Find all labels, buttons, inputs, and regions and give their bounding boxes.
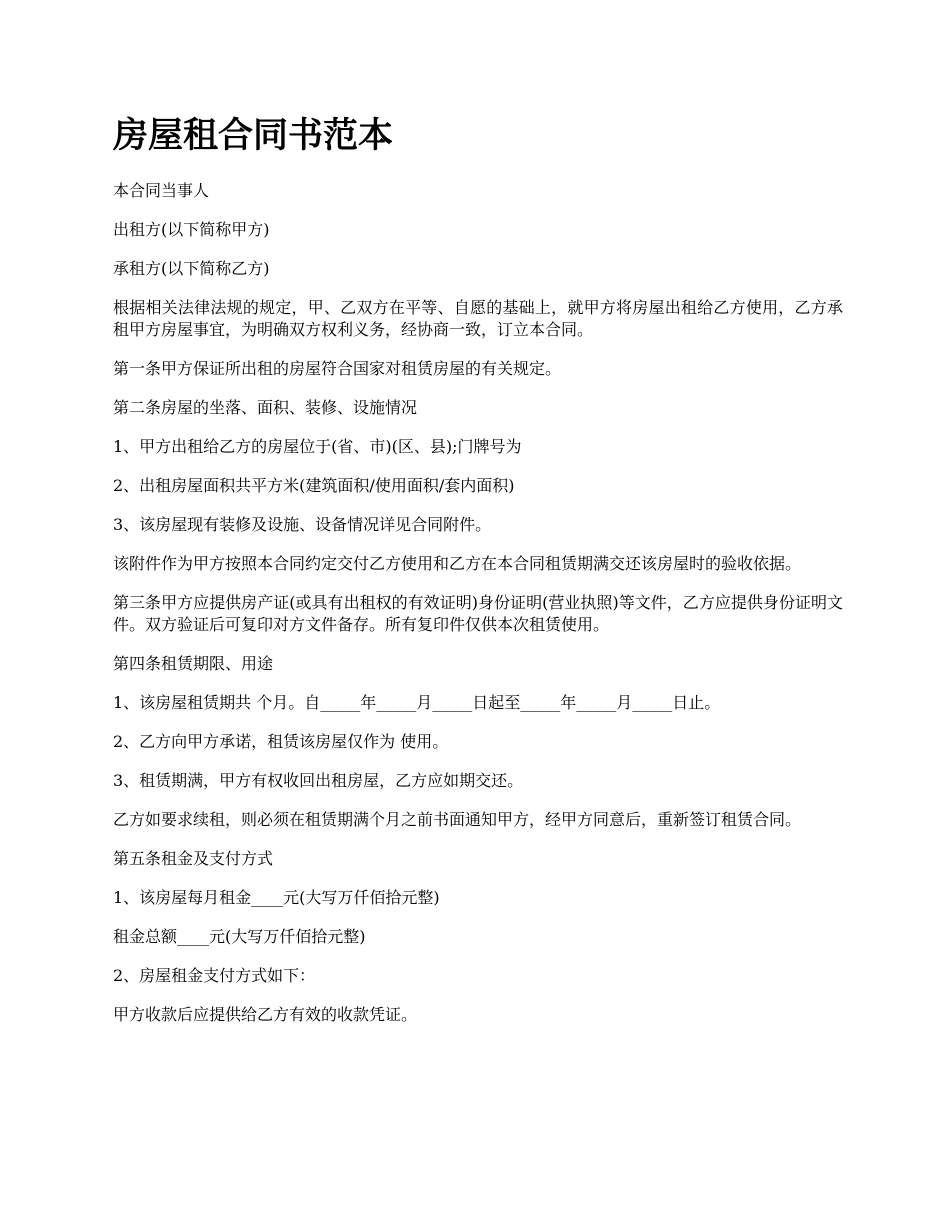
paragraph-article-5-item-2: 2、房屋租金支付方式如下： bbox=[113, 966, 316, 985]
paragraph-article-4-item-3: 3、租赁期满，甲方有权收回出租房屋，乙方应如期交还。 bbox=[113, 771, 524, 790]
document-title: 房屋租合同书范本 bbox=[113, 115, 394, 156]
paragraph-article-1: 第一条甲方保证所出租的房屋符合国家对租赁房屋的有关规定。 bbox=[113, 359, 562, 378]
paragraph-parties: 本合同当事人 bbox=[113, 181, 210, 200]
paragraph-annex-note: 该附件作为甲方按照本合同约定交付乙方使用和乙方在本合同租赁期满交还该房屋时的验收依据。 bbox=[113, 554, 802, 573]
paragraph-article-3: 第三条甲方应提供房产证(或具有出租权的有效证明)身份证明(营业执照)等文件，乙方应提供身份证明文件。双方验证后可复印对方文件备存。所有复印件仅供本次租赁使用。 bbox=[113, 593, 843, 634]
paragraph-article-2-item-3: 3、该房屋现有装修及设施、设备情况详见合同附件。 bbox=[113, 515, 492, 534]
paragraph-lessor: 出租方(以下简称甲方) bbox=[113, 220, 270, 239]
paragraph-article-4-item-2: 2、乙方向甲方承诺，租赁该房屋仅作为 使用。 bbox=[113, 732, 449, 751]
paragraph-lessee: 承租方(以下简称乙方) bbox=[113, 259, 270, 278]
paragraph-article-4-heading: 第四条租赁期限、用途 bbox=[113, 654, 274, 673]
paragraph-article-5-heading: 第五条租金及支付方式 bbox=[113, 849, 274, 868]
paragraph-rent-total: 租金总额____元(大写万仟佰拾元整) bbox=[113, 927, 366, 946]
paragraph-article-2-heading: 第二条房屋的坐落、面积、装修、设施情况 bbox=[113, 398, 418, 417]
paragraph-article-2-item-2: 2、出租房屋面积共平方米(建筑面积/使用面积/套内面积) bbox=[113, 476, 515, 495]
paragraph-renewal: 乙方如要求续租，则必须在租赁期满个月之前书面通知甲方，经甲方同意后，重新签订租赁合同。 bbox=[113, 810, 802, 829]
document-page bbox=[113, 108, 843, 1043]
paragraph-article-4-item-1: 1、该房屋租赁期共 个月。自_____年_____月_____日起至_____年_____月_____日止。 bbox=[113, 693, 721, 712]
paragraph-article-2-item-1: 1、甲方出租给乙方的房屋位于(省、市)(区、县);门牌号为 bbox=[113, 437, 522, 456]
paragraph-receipt: 甲方收款后应提供给乙方有效的收款凭证。 bbox=[113, 1005, 418, 1024]
paragraph-preamble: 根据相关法律法规的规定，甲、乙双方在平等、自愿的基础上，就甲方将房屋出租给乙方使用，乙方承租甲方房屋事宜，为明确双方权利义务，经协商一致，订立本合同。 bbox=[113, 298, 843, 339]
paragraph-article-5-item-1: 1、该房屋每月租金____元(大写万仟佰拾元整) bbox=[113, 888, 440, 907]
